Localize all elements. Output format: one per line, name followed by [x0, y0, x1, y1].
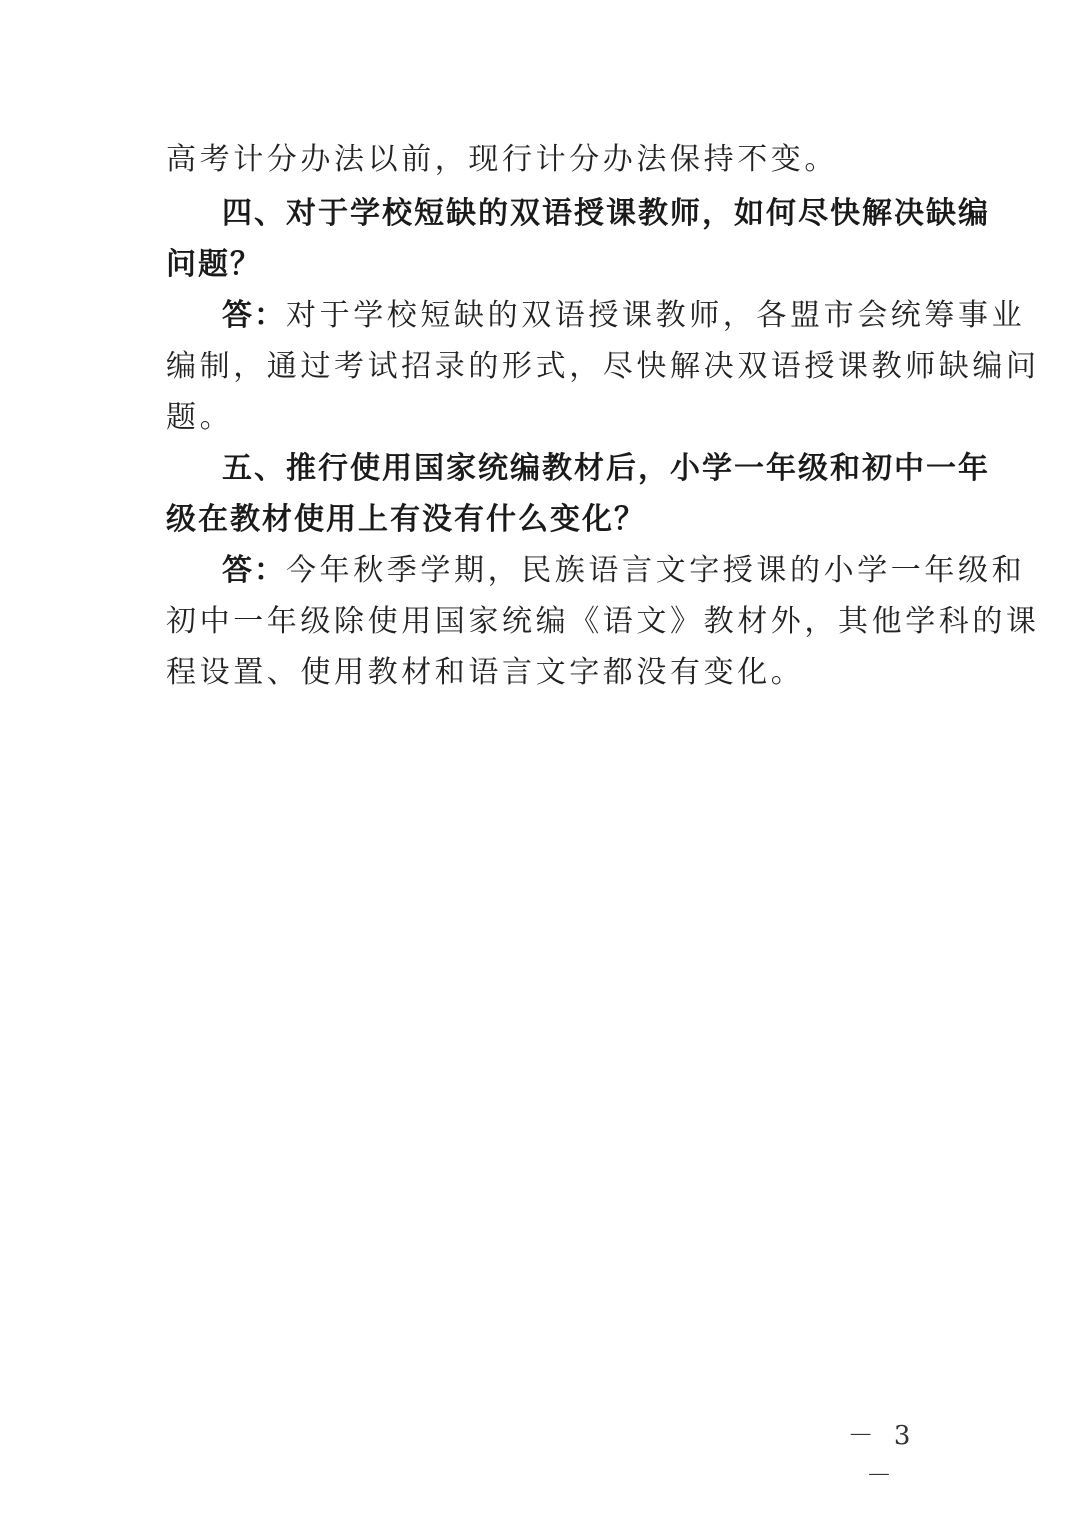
paragraph-continuation: 高考计分办法以前，现行计分办法保持不变。 — [166, 142, 838, 177]
answer-5-line1 — [222, 545, 1026, 597]
question-4-heading-line1: 四、对于学校短缺的双语授课教师，如何尽快解决缺编 — [222, 196, 990, 231]
question-4-heading-line2: 问题？ — [166, 247, 262, 282]
answer-5-line3: 程设置、使用教材和语言文字都没有变化。 — [166, 655, 805, 690]
answer-4-line1 — [222, 290, 1026, 342]
answer-4-line2: 编制，通过考试招录的形式，尽快解决双语授课教师缺编问 — [166, 349, 1040, 384]
question-5-heading-line1: 五、推行使用国家统编教材后，小学一年级和初中一年 — [222, 451, 990, 486]
page-number: － 3 － — [847, 1421, 917, 1491]
question-5-heading-line2: 级在教材使用上有没有什么变化？ — [166, 502, 646, 537]
answer-4-text1: 对于学校短缺的双语授课教师，各盟市会统筹事业 — [286, 298, 1026, 333]
answer-5-label: 答： — [222, 553, 286, 588]
answer-4-line3: 题。 — [166, 400, 234, 435]
answer-4-label: 答： — [222, 298, 286, 333]
answer-5-line2: 初中一年级除使用国家统编《语文》教材外，其他学科的课 — [166, 604, 1040, 639]
answer-5-text1: 今年秋季学期，民族语言文字授课的小学一年级和 — [286, 553, 1026, 588]
